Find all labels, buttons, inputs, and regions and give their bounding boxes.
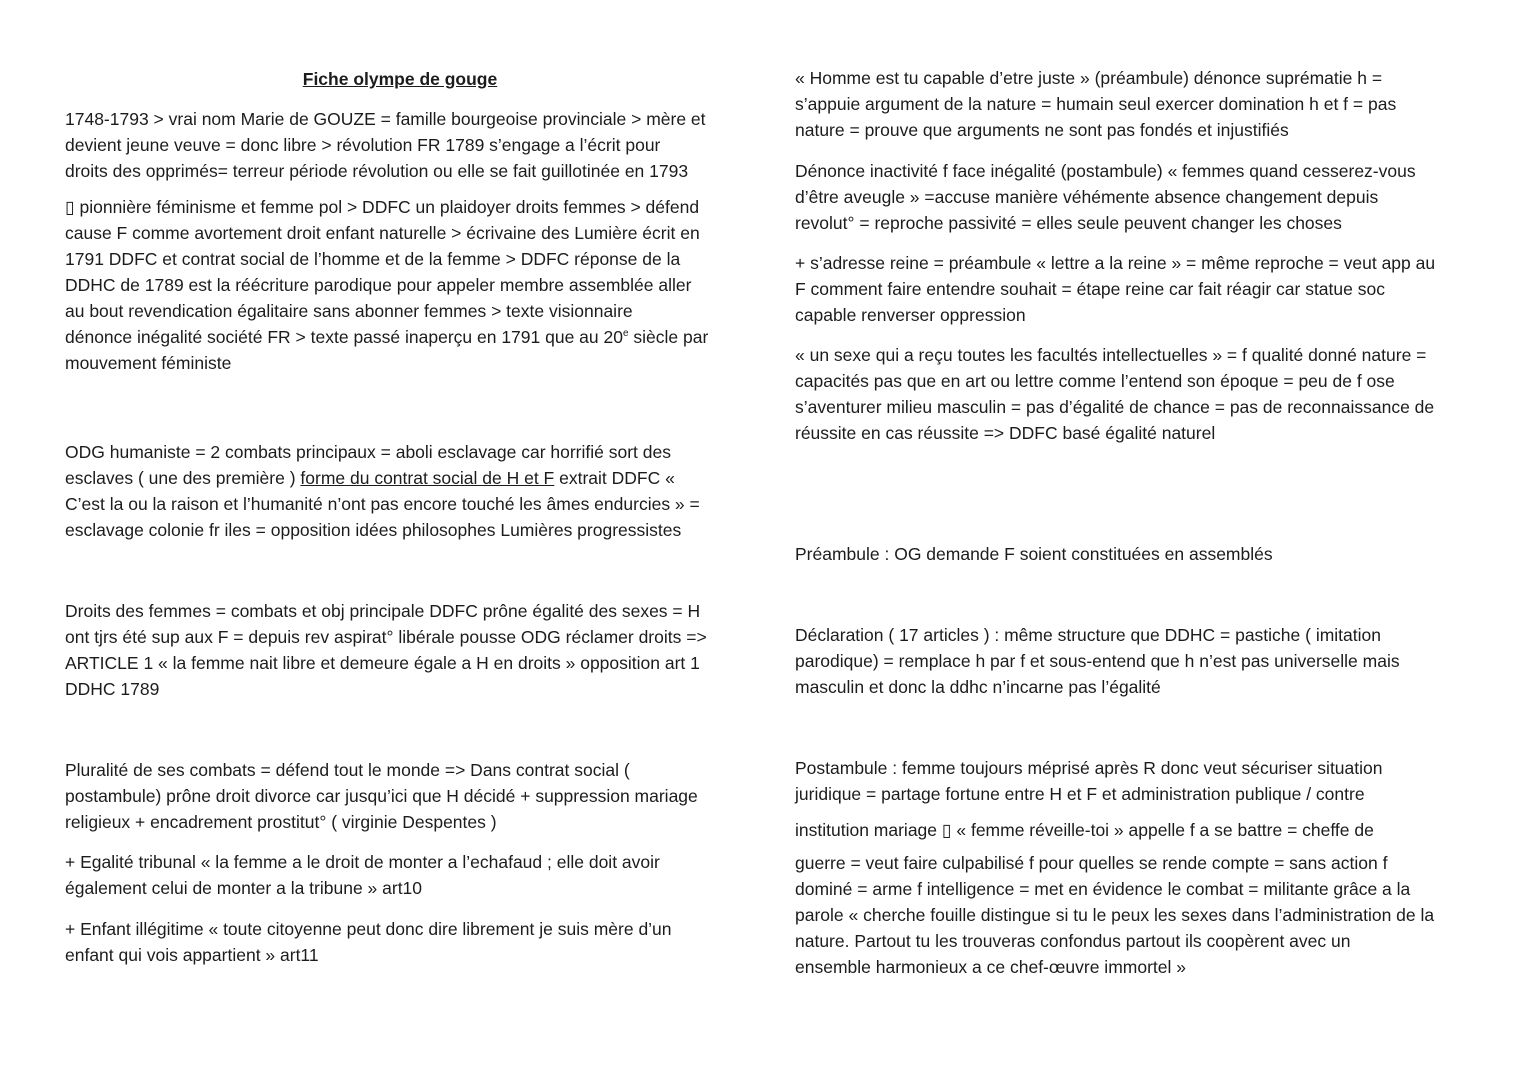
homme-paragraph: « Homme est tu capable d’etre juste » (préambule) dénonce suprématie h = s’appuie argument de la nature = humain seul exercer domination h et f = pas nature = prouve que arguments ne sont pas fondés et injustifiés [795, 68, 1397, 140]
illegitimate-child-paragraph: + Enfant illégitime « toute citoyenne peut donc dire librement je suis mère d’un enfant qui vois appartient » art11 [65, 919, 672, 965]
postamble-paragraph-c: guerre = veut faire culpabilisé f pour quelles se rende compte = sans action f dominé = arme f intelligence = met en évidence le combat = militante grâce a la parole « cherche fouille distingue si tu le peux les sexes dans l’administration de la nature. Partout tu les trouveras confondus partout ils coopèrent avec un ensemble harmonieux a ce chef-œuvre immortel » [795, 853, 1435, 977]
postamble-paragraph-b: institution mariage ▯ « femme réveille-toi » appelle f a se battre = cheffe de [795, 820, 1374, 840]
sex-faculties-paragraph: « un sexe qui a reçu toutes les facultés intellectuelles » = f qualité donné nature = capacités pas que en art ou lettre comme l’entend son époque = peu de f ose s’aventurer milieu masculin = pas d’égalité de chance = pas de reconnaissance de réussite en cas réussite => DDFC basé égalité naturel [795, 345, 1435, 443]
preamble-paragraph: Préambule : OG demande F soient constituées en assemblés [795, 544, 1273, 564]
pioneer-text-a: ▯ pionnière féminisme et femme pol > DDFC un plaidoyer droits femmes > défend cause F comme avortement droit enfant naturelle > écrivaine des Lumière écrit en 1791 DDFC et contrat social de l’homme et de la femme > DDFC réponse de la DDHC de 1789 est la réécriture parodique pour appeler membre assemblée aller au bout revendication égalitaire sans abonner femmes > texte visionnaire dénonce inégalité société FR > texte passé inaperçu en 1791 que au 20 [65, 197, 700, 347]
intro-paragraph: 1748-1793 > vrai nom Marie de GOUZE = famille bourgeoise provinciale > mère et devient jeune veuve = donc libre > révolution FR 1789 s’engage a l’écrit pour droits des opprimés= terreur période révolution ou elle se fait guillotinée en 1793 [65, 109, 706, 181]
declaration-paragraph: Déclaration ( 17 articles ) : même structure que DDHC = pastiche ( imitation parodique) = remplace h par f et sous-entend que h n’est pas universelle mais masculin et donc la ddhc n’incarne pas l’égalité [795, 625, 1400, 697]
queen-paragraph: + s’adresse reine = préambule « lettre a la reine » = même reproche = veut app au F comment faire entendre souhait = étape reine car fait réagir car statue soc capable renverser oppression [795, 253, 1436, 325]
humanist-text-b: extrait DDFC « C’est la ou la raison et l’humanité n’ont pas encore touché les âmes endurcies » = esclavage colonie fr iles = opposition idées philosophes Lumières progressistes [65, 468, 700, 540]
page-title: Fiche olympe de gouge [302, 69, 498, 89]
humanist-text-a: ODG humaniste = 2 combats principaux = aboli esclavage car horrifié sort des esclaves ( une des première ) [65, 442, 671, 488]
rights-paragraph: Droits des femmes = combats et obj principale DDFC prône égalité des sexes = H ont tjrs été sup aux F = depuis rev aspirat° libérale pousse ODG réclamer droits => ARTICLE 1 « la femme nait libre et demeure égale a H en droits » opposition art 1 DDHC 1789 [65, 601, 707, 699]
pioneer-paragraph [65, 194, 735, 376]
inactivity-paragraph: Dénonce inactivité f face inégalité (postambule) « femmes quand cesserez-vous d’être aveugle » =accuse manière véhémente absence changement depuis revolut° = reproche passivité = elles seule peuvent changer les choses [795, 161, 1416, 233]
humanist-underlined-text: forme du contrat social de H et F [300, 468, 555, 488]
postamble-paragraph-a: Postambule : femme toujours méprisé après R donc veut sécuriser situation juridique = partage fortune entre H et F et administration publique / contre [795, 758, 1383, 804]
plurality-paragraph: Pluralité de ses combats = défend tout le monde => Dans contrat social ( postambule) prône droit divorce car jusqu’ici que H décidé + suppression mariage religieux + encadrement prostitut° ( virginie Despentes ) [65, 760, 698, 832]
humanist-paragraph [65, 439, 735, 543]
pioneer-text-b: siècle par mouvement féministe [65, 327, 709, 373]
tribunal-paragraph: + Egalité tribunal « la femme a le droit de monter a l’echafaud ; elle doit avoir également celui de monter a la tribune » art10 [65, 852, 660, 898]
pioneer-superscript: e [622, 328, 629, 340]
